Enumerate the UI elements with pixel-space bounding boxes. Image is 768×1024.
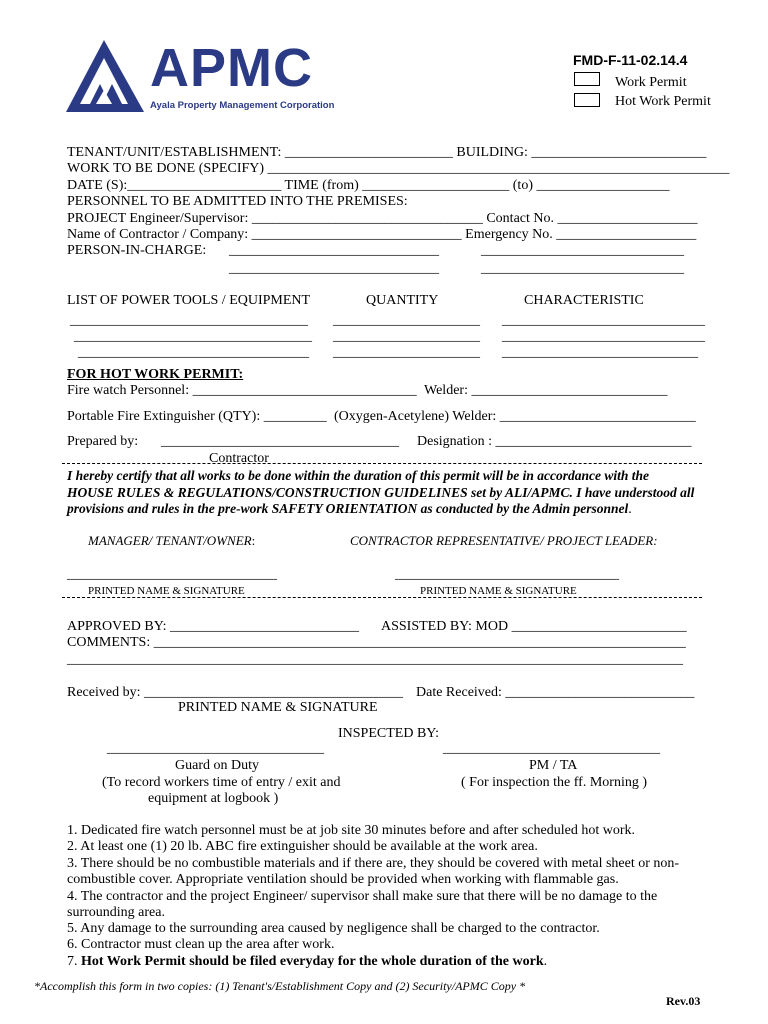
contractor-caption: Contractor [209,451,269,466]
comments-line-2[interactable]: ________________________________________________________________________________________ [67,652,683,667]
company-logo [66,38,336,118]
date-received-field[interactable]: Date Received: ___________________________ [416,685,695,700]
manager-signatory-label [88,533,255,549]
prepared-by-label: Prepared by: [67,434,139,449]
certification-line-3-text: provisions and rules in the pre-work SAFETY ORIENTATION as conducted by the Admin personnel [67,501,629,516]
pm-signature-blank[interactable]: _______________________________ [443,741,660,756]
hot-work-heading: FOR HOT WORK PERMIT: [67,367,244,382]
characteristic-column-header: CHARACTERISTIC [524,293,644,308]
fire-extinguisher-qty-field[interactable]: Portable Fire Extinguisher (QTY): _________ [67,409,327,424]
hot-work-permit-checkbox[interactable] [574,93,600,107]
tool-quantity-blank[interactable]: _____________________ [333,329,480,344]
date-time-field[interactable]: DATE (S):______________________ TIME (from) _____________________ (to) ___________________ [67,178,670,193]
logo-subtitle: Ayala Property Management Corporation [150,100,335,111]
work-permit-checkbox[interactable] [574,72,600,86]
note-7-period: . [543,954,548,969]
note-item-7 [67,954,547,970]
note-item: 1. Dedicated fire watch personnel must be at job site 30 minutes before and after scheduled hot work. [67,823,635,838]
note-item: 6. Contractor must clean up the area after work. [67,937,335,952]
manager-label-colon: : [251,533,256,548]
note-item-continued: combustible cover. Appropriate ventilation should be provided when working with flammable gas. [67,872,619,887]
manager-label-text: MANAGER/ TENANT/OWNER [88,533,252,548]
project-engineer-field[interactable]: PROJECT Engineer/Supervisor: _________________________________ Contact No. ____________________ [67,211,698,226]
prepared-by-blank[interactable]: __________________________________ [161,434,399,449]
logo-name: APMC [150,38,313,98]
tool-quantity-blank[interactable]: _____________________ [333,313,480,328]
apmc-logo-mark [66,38,146,114]
contractor-rep-label: CONTRACTOR REPRESENTATIVE/ PROJECT LEADER: [350,533,658,548]
person-in-charge-label: PERSON-IN-CHARGE: [67,243,207,258]
revision-number: Rev.03 [666,994,701,1008]
tool-name-blank[interactable]: __________________________________ [74,329,312,344]
comments-field[interactable]: COMMENTS: ____________________________________________________________________________ [67,635,686,650]
contractor-signature-caption: PRINTED NAME & SIGNATURE [420,585,577,597]
assisted-by-field[interactable]: ASSISTED BY: MOD _________________________ [381,619,687,634]
approved-by-field[interactable]: APPROVED BY: ___________________________ [67,619,359,634]
manager-signature-blank[interactable]: ______________________________ [67,567,277,582]
certification-line-2: HOUSE RULES & REGULATIONS/CONSTRUCTION GUIDELINES set by ALI/APMC. I have understood all [67,485,695,500]
contractor-signature-blank[interactable]: ________________________________ [395,567,619,582]
personnel-heading: PERSONNEL TO BE ADMITTED INTO THE PREMISES: [67,194,408,209]
tool-characteristic-blank[interactable]: _____________________________ [502,329,705,344]
note-item: 4. The contractor and the project Engineer/ supervisor shall make sure that there will be no damage to the [67,889,658,904]
note-7-text: Hot Work Permit should be filed everyday for the whole duration of the work [81,954,544,969]
person-in-charge-blank[interactable]: ______________________________ [229,261,439,276]
guard-note-line-2: equipment at logbook ) [148,791,279,806]
tool-characteristic-blank[interactable]: ____________________________ [502,345,698,360]
section-divider [62,597,702,598]
guard-signature-blank[interactable]: _______________________________ [107,741,324,756]
manager-signature-caption: PRINTED NAME & SIGNATURE [88,585,245,597]
guard-note-line-1: (To record workers time of entry / exit and [102,775,341,790]
contractor-name-field[interactable]: Name of Contractor / Company: ______________________________ Emergency No. ____________________ [67,227,697,242]
designation-field[interactable]: Designation : ____________________________ [417,434,692,449]
work-permit-label: Work Permit [615,75,687,90]
welder-field[interactable]: Welder: ____________________________ [424,383,668,398]
note-item: 3. There should be no combustible materials and if there are, they should be covered with metal sheet or non- [67,856,680,871]
note-item-continued: surrounding area. [67,905,165,920]
section-divider [62,463,702,464]
received-by-caption: PRINTED NAME & SIGNATURE [178,700,378,715]
guard-title: Guard on Duty [175,758,259,773]
tenant-building-field[interactable]: TENANT/UNIT/ESTABLISHMENT: ________________________ BUILDING: _________________________ [67,145,707,160]
certification-line-3 [67,500,632,518]
note-item: 5. Any damage to the surrounding area caused by negligence shall be charged to the contractor. [67,921,600,936]
certification-line-3-period: . [628,502,632,517]
oxy-acetylene-welder-field[interactable]: (Oxygen-Acetylene) Welder: ____________________________ [334,409,696,424]
form-code: FMD-F-11-02.14.4 [573,52,688,68]
inspected-by-label: INSPECTED BY: [338,726,440,741]
hot-work-permit-label: Hot Work Permit [615,94,711,109]
note-7-number: 7. [67,954,81,969]
certification-line-1: I hereby certify that all works to be done within the duration of this permit will be in accordance with the [67,468,650,483]
tools-column-header: LIST OF POWER TOOLS / EQUIPMENT [67,293,311,308]
tool-quantity-blank[interactable]: _____________________ [333,345,480,360]
copies-instruction: *Accomplish this form in two copies: (1) Tenant's/Establishment Copy and (2) Security/APMC Copy * [34,979,526,993]
fire-watch-field[interactable]: Fire watch Personnel: ________________________________ [67,383,417,398]
tool-characteristic-blank[interactable]: _____________________________ [502,313,705,328]
pm-note: ( For inspection the ff. Morning ) [461,775,647,790]
person-in-charge-blank[interactable]: ______________________________ [229,243,439,258]
note-item: 2. At least one (1) 20 lb. ABC fire extinguisher should be available at the work area. [67,839,538,854]
quantity-column-header: QUANTITY [366,293,439,308]
pm-title: PM / TA [529,758,578,773]
tool-name-blank[interactable]: __________________________________ [70,313,308,328]
person-in-charge-blank[interactable]: _____________________________ [481,243,684,258]
received-by-field[interactable]: Received by: _____________________________________ [67,685,403,700]
tool-name-blank[interactable]: _________________________________ [78,345,309,360]
work-to-be-done-field[interactable]: WORK TO BE DONE (SPECIFY) __________________________________________________________________ [67,161,730,176]
person-in-charge-blank[interactable]: _____________________________ [481,261,684,276]
